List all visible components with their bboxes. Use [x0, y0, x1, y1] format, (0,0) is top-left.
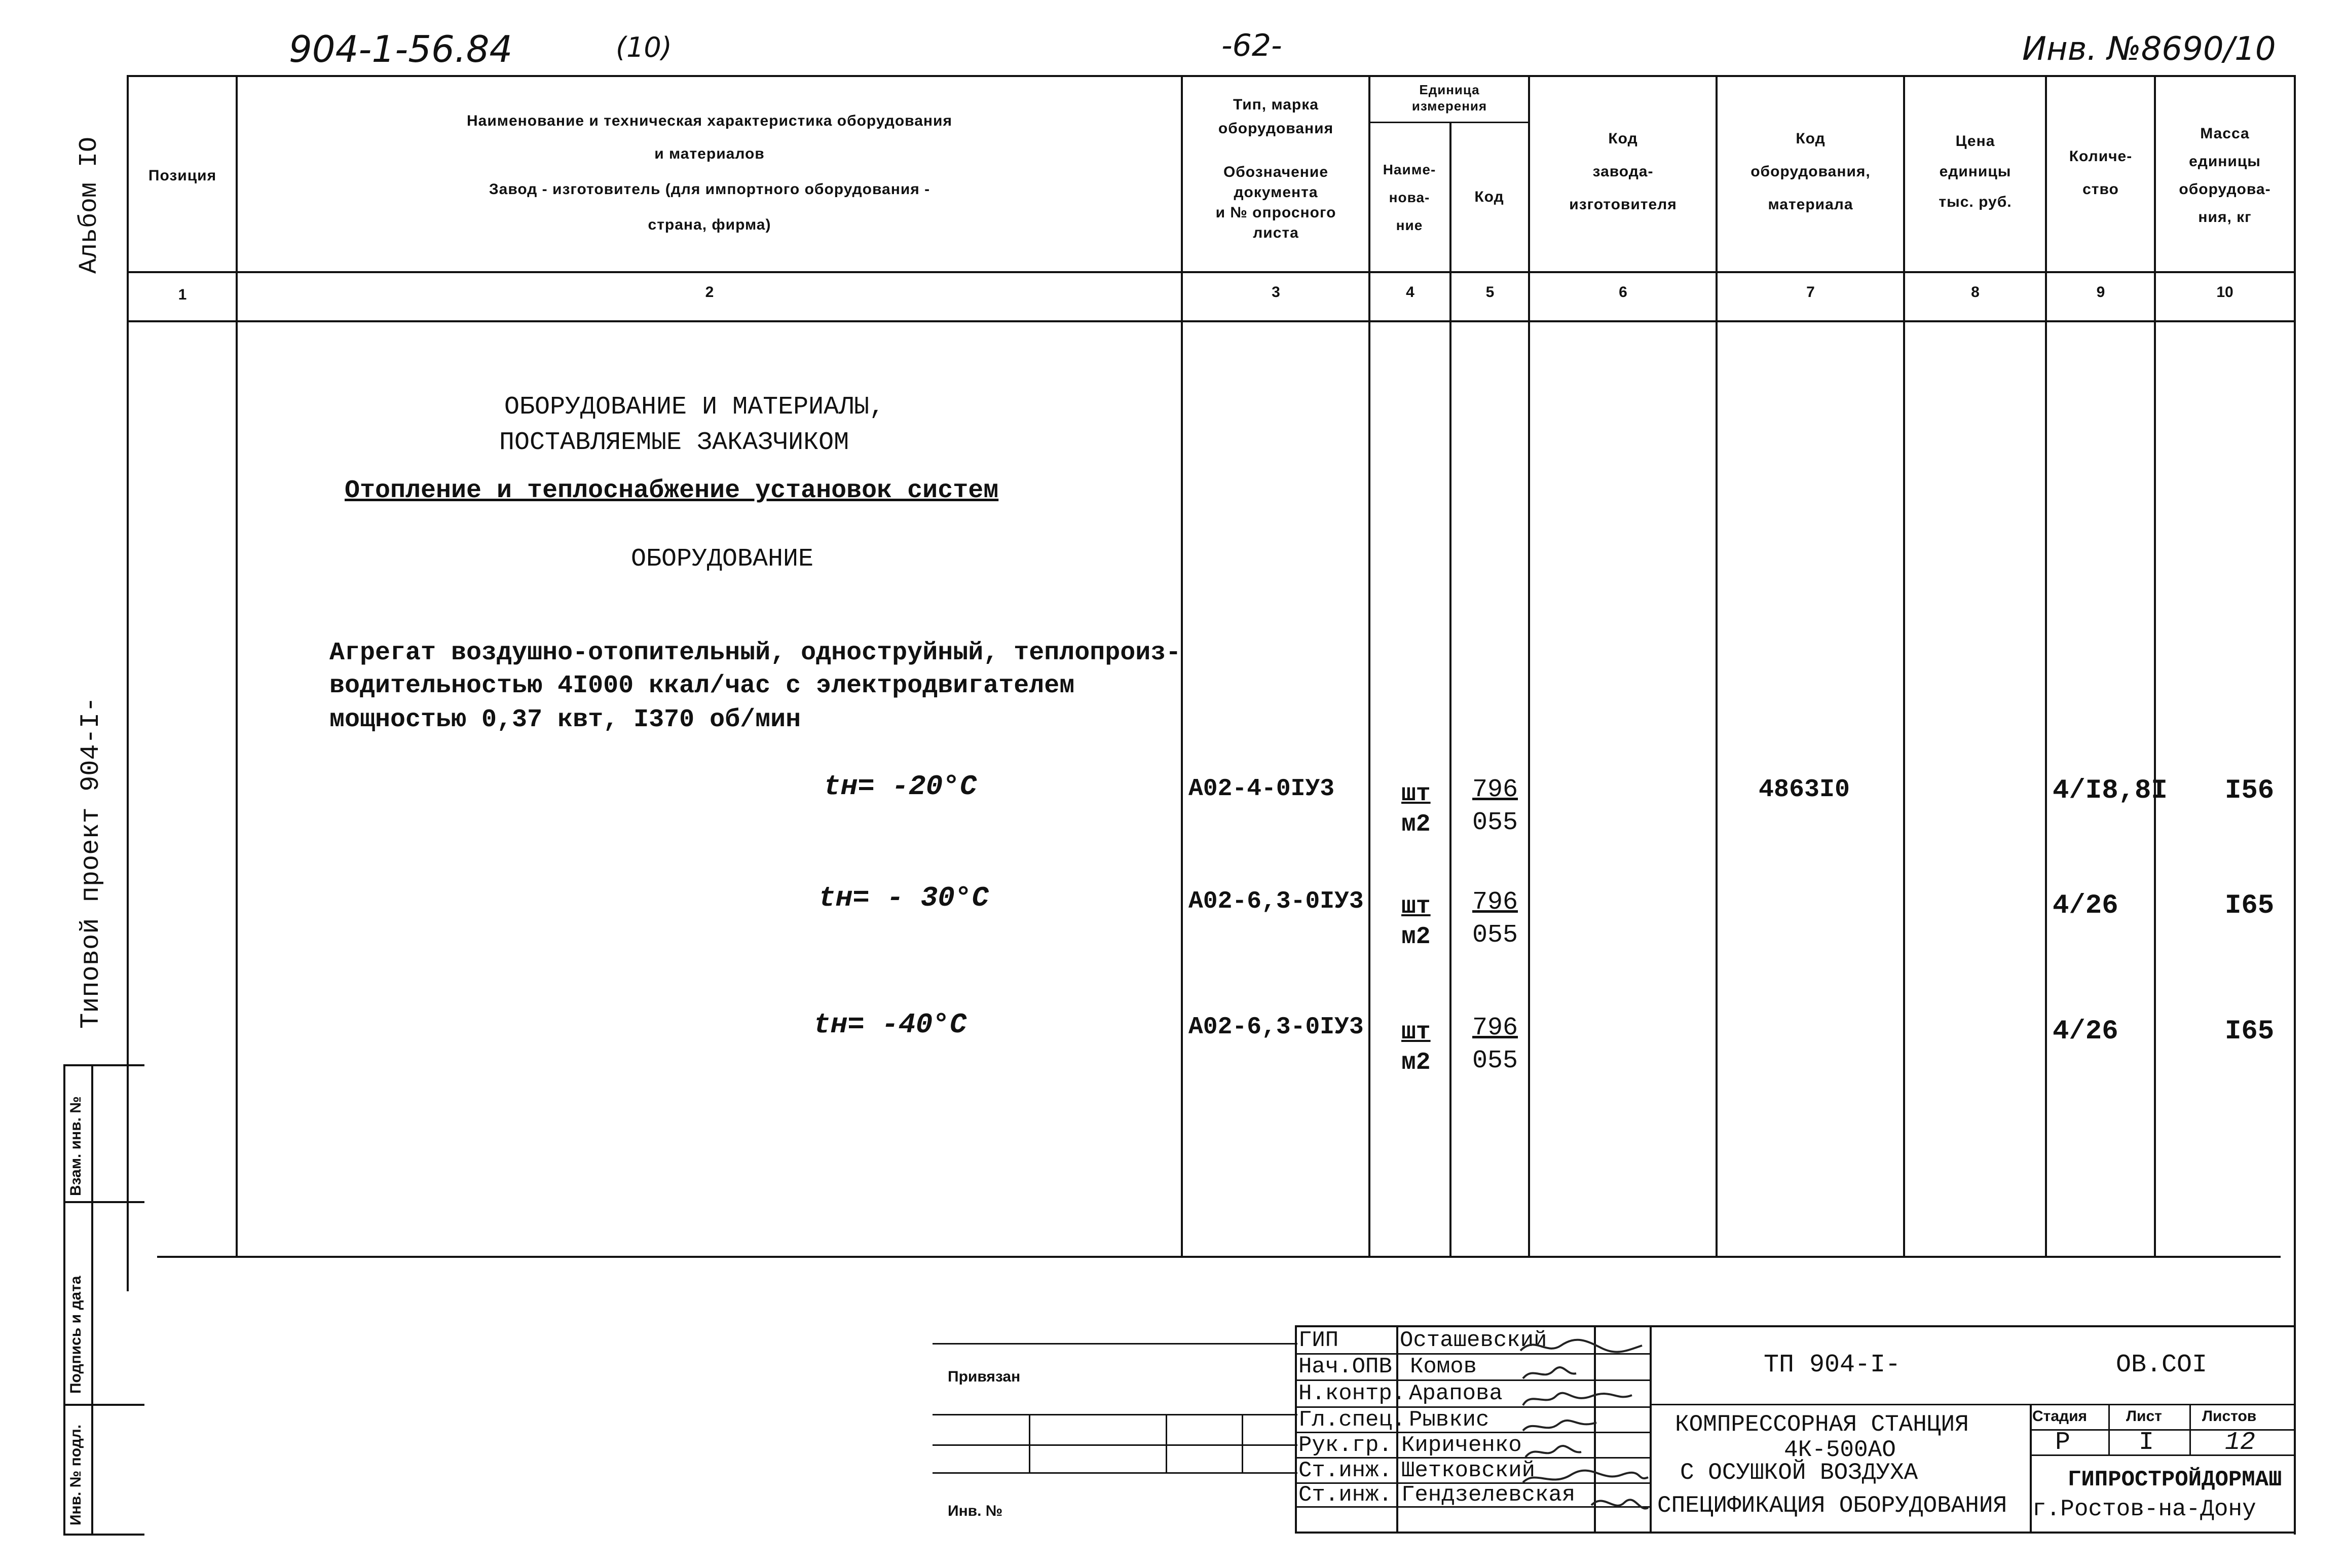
privyazan-top	[933, 1343, 1297, 1345]
side-stamp-top	[63, 1064, 144, 1066]
col-line-7	[1903, 75, 1905, 1256]
name-7: Гендзелевская	[1401, 1482, 1576, 1508]
row3-code1: 796	[1472, 1014, 1518, 1042]
row1-code2: 055	[1472, 808, 1518, 837]
header-equip-code-l2: оборудования,	[1751, 163, 1871, 180]
row1-temperature: tн= -20°C	[824, 770, 977, 803]
header-type-l1: Тип, марка	[1233, 96, 1319, 113]
row3-code2: 055	[1472, 1047, 1518, 1075]
row3-model: А02-6,3-0IУ3	[1188, 1014, 1364, 1041]
privyazan-col3	[1242, 1414, 1243, 1472]
name-6: Шетковский	[1401, 1458, 1536, 1483]
stamp-top	[1295, 1325, 2296, 1327]
header-price-l2: единицы	[1939, 163, 2012, 180]
col-num-10: 10	[2216, 284, 2233, 301]
album-label: Альбом IO	[75, 136, 104, 274]
signature-7	[1591, 1500, 1648, 1508]
stamp-code-bottom	[1650, 1404, 2296, 1405]
name-1: Осташевский	[1400, 1328, 1547, 1353]
description-l3: мощностью 0,37 квт, I370 об/мин	[329, 705, 801, 734]
row2-temperature: tн= - 30°C	[818, 882, 989, 914]
unit-subheader-line	[1368, 122, 1528, 123]
row2-mass: I65	[2225, 890, 2275, 921]
signature-4	[1523, 1421, 1596, 1431]
signature-1	[1520, 1340, 1642, 1352]
row2-unit1: шт	[1401, 893, 1431, 920]
header-mass-l4: ния, кг	[2198, 209, 2252, 226]
stamp-stage-label: Стадия	[2032, 1408, 2088, 1425]
header-qty-l2: ство	[2082, 181, 2119, 198]
col-line-4	[1449, 122, 1451, 1256]
role-2: Нач.ОПВ	[1298, 1354, 1392, 1379]
header-position: Позиция	[148, 167, 217, 184]
header-unit-l2: измерения	[1411, 98, 1487, 114]
privyazan-label: Привязан	[948, 1368, 1021, 1385]
role-5: Рук.гр.	[1298, 1433, 1392, 1458]
col-num-1: 1	[178, 286, 187, 303]
project-label: Типовой проект 904-I-	[76, 696, 106, 1029]
header-name-l1: Наименование и техническая характеристика оборудования	[467, 113, 952, 129]
col-num-7: 7	[1806, 284, 1815, 301]
stamp-sheet-value: I	[2139, 1428, 2154, 1457]
stamp-left	[1295, 1325, 1297, 1533]
document-part: (10)	[616, 31, 672, 63]
privyazan-col2	[1166, 1414, 1167, 1472]
row2-unit2: м2	[1401, 923, 1431, 951]
stamp-sheet-code: ОВ.СОI	[2116, 1351, 2208, 1379]
header-mass-l2: единицы	[2189, 153, 2261, 170]
col-line-3	[1368, 75, 1370, 1256]
header-unit-l1: Единица	[1419, 82, 1480, 97]
col-num-5: 5	[1485, 284, 1495, 301]
stamp-name-l4: СПЕЦИФИКАЦИЯ ОБОРУДОВАНИЯ	[1657, 1492, 2007, 1519]
header-type-l5: и № опросного	[1215, 204, 1336, 221]
row1-quantity: 4/I8,8I	[2053, 775, 2168, 806]
name-4: Рывкис	[1409, 1407, 1489, 1433]
name-5: Кириченко	[1401, 1433, 1522, 1458]
row1-mass: I56	[2225, 775, 2275, 806]
header-mass-l1: Масса	[2200, 125, 2250, 142]
section-equipment: ОБОРУДОВАНИЕ	[631, 545, 814, 574]
role-7: Ст.инж.	[1298, 1482, 1392, 1508]
signature-date-label: Подпись и дата	[67, 1276, 84, 1394]
name-3: Арапова	[1409, 1381, 1503, 1406]
col-num-4: 4	[1406, 284, 1414, 301]
role-1: ГИП	[1298, 1328, 1339, 1353]
stamp-sheet-label: Лист	[2126, 1408, 2162, 1425]
section-title-l1: ОБОРУДОВАНИЕ И МАТЕРИАЛЫ,	[504, 393, 885, 422]
row3-unit2: м2	[1401, 1049, 1431, 1076]
role-3: Н.контр.	[1298, 1381, 1406, 1406]
col-num-8: 8	[1971, 284, 1980, 301]
privyazan-line3	[933, 1472, 1297, 1474]
inventory-number: Инв. №8690/10	[2022, 30, 2276, 68]
section-title-l2: ПОСТАВЛЯЕМЫЕ ЗАКАЗЧИКОМ	[499, 428, 849, 457]
row1-code1: 796	[1472, 775, 1518, 804]
header-name-l2: и материалов	[654, 145, 765, 162]
row1-model: А02-4-0IУ3	[1188, 775, 1335, 803]
privyazan-col1	[1029, 1414, 1030, 1472]
name-2: Комов	[1410, 1354, 1477, 1379]
document-code: 904-1-56.84	[289, 28, 513, 70]
col-line-6	[1716, 75, 1718, 1256]
stamp-org-l1: ГИПРОСТРОЙДОРМАШ	[2068, 1467, 2282, 1492]
section-subtitle: Отопление и теплоснабжение установок систем	[345, 476, 999, 505]
header-type-l4: документа	[1234, 184, 1318, 201]
page-number: -62-	[1221, 28, 1282, 63]
table-top-border	[127, 75, 2296, 77]
side-stamp-mid-border	[91, 1064, 93, 1536]
header-num-separator	[127, 271, 2296, 273]
description-l1: Агрегат воздушно-отопительный, одноструйный, теплопроиз-	[329, 639, 1181, 667]
row3-quantity: 4/26	[2053, 1016, 2118, 1047]
header-qty-l1: Количе-	[2069, 148, 2133, 165]
stamp-sheets-value: 12	[2225, 1428, 2256, 1457]
col-num-6: 6	[1619, 284, 1627, 301]
signature-3	[1523, 1393, 1632, 1405]
header-price-l1: Цена	[1955, 133, 1995, 150]
stamp-stage-col2	[2189, 1404, 2191, 1454]
header-unit-name-l1: Наиме-	[1383, 162, 1436, 177]
header-type-l2: оборудования	[1218, 120, 1334, 137]
stamp-stage-col1	[2108, 1404, 2110, 1454]
table-left-border	[127, 75, 129, 1291]
signatures-drawing	[1515, 1330, 1652, 1533]
header-unit-name-l2: нова-	[1389, 190, 1430, 205]
col-num-9: 9	[2096, 284, 2105, 301]
header-name-l3: Завод - изготовитель (для импортного оборудования -	[489, 181, 930, 198]
body-bottom-border	[157, 1256, 2281, 1258]
stamp-project-code: ТП 904-I-	[1764, 1351, 1901, 1379]
col-line-1	[236, 75, 238, 1256]
row2-quantity: 4/26	[2053, 890, 2118, 921]
stamp-org-divider	[2030, 1404, 2032, 1533]
col-line-5	[1528, 75, 1530, 1256]
col-line-9	[2154, 75, 2156, 1256]
header-bottom-border	[127, 320, 2296, 322]
row3-unit1: шт	[1401, 1019, 1431, 1046]
stamp-bottom	[1295, 1532, 2296, 1534]
row1-equip-code: 4863I0	[1759, 775, 1850, 804]
header-price-l3: тыс. руб.	[1939, 194, 2012, 210]
side-stamp-div1	[63, 1201, 144, 1203]
side-stamp-bottom	[63, 1534, 144, 1536]
header-factory-code-l2: завода-	[1592, 163, 1654, 180]
col-num-2: 2	[705, 284, 714, 301]
header-factory-code-l1: Код	[1608, 130, 1638, 147]
row2-code1: 796	[1472, 888, 1518, 917]
role-4: Гл.спец.	[1298, 1407, 1406, 1433]
role-6: Ст.инж.	[1298, 1458, 1392, 1483]
header-equip-code-l1: Код	[1796, 130, 1826, 147]
stamp-name-l1: КОМПРЕССОРНАЯ СТАНЦИЯ	[1675, 1411, 1969, 1438]
row3-mass: I65	[2225, 1016, 2275, 1047]
header-name-l4: страна, фирма)	[648, 216, 771, 233]
header-mass-l3: оборудова-	[2179, 181, 2271, 198]
signature-6	[1523, 1471, 1648, 1482]
row1-unit1: шт	[1401, 780, 1431, 808]
col-line-8	[2045, 75, 2047, 1256]
row2-code2: 055	[1472, 921, 1518, 950]
table-right-border	[2294, 75, 2296, 1535]
stamp-stage-value: Р	[2055, 1428, 2071, 1457]
side-stamp-div2	[63, 1404, 144, 1406]
inv-no-label: Инв. №	[948, 1503, 1003, 1519]
vzam-inv-label: Взам. инв. №	[67, 1096, 84, 1196]
stamp-name-l3: С ОСУШКОЙ ВОЗДУХА	[1680, 1460, 1918, 1486]
signature-5	[1525, 1446, 1581, 1457]
col-line-2	[1181, 75, 1183, 1256]
stamp-name-l2: 4К-500АО	[1784, 1437, 1896, 1463]
header-unit-name-l3: ние	[1396, 217, 1423, 233]
header-equip-code-l3: материала	[1768, 196, 1853, 213]
row2-model: А02-6,3-0IУ3	[1188, 888, 1364, 915]
description-l2: водительностью 4I000 ккал/час с электродвигателем	[329, 671, 1075, 700]
header-type-l3: Обозначение	[1223, 164, 1329, 180]
row3-temperature: tн= -40°C	[813, 1009, 967, 1041]
header-factory-code-l3: изготовителя	[1569, 196, 1677, 213]
col-num-3: 3	[1272, 284, 1280, 301]
inv-podl-label: Инв. № подл.	[67, 1424, 84, 1525]
stamp-sheets-label: Листов	[2202, 1408, 2257, 1425]
side-stamp-left-border	[63, 1064, 65, 1536]
row1-unit2: м2	[1401, 811, 1431, 838]
signature-2	[1523, 1367, 1576, 1378]
header-type-l6: листа	[1253, 225, 1299, 241]
header-unit-code: Код	[1474, 189, 1504, 205]
stamp-org-l2: г.Ростов-на-Дону	[2032, 1496, 2256, 1522]
